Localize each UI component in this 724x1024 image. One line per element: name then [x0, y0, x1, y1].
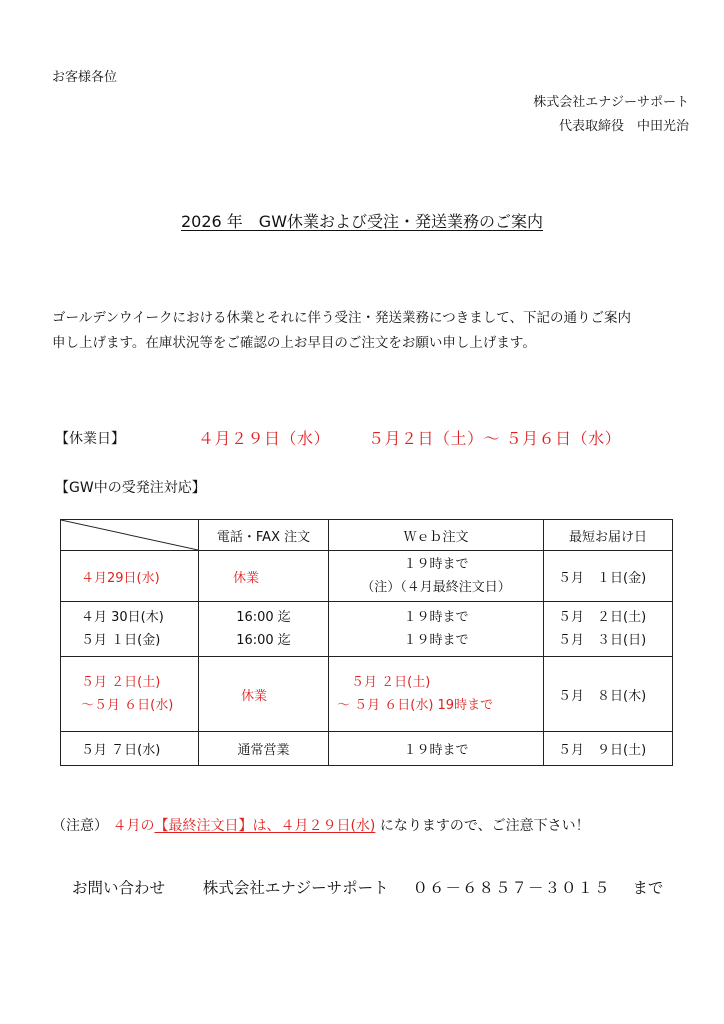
row4-phone: 通常営業: [199, 732, 329, 766]
row4-date: ５月 ７日(水): [61, 732, 199, 766]
row1-phone: 休業: [199, 551, 329, 602]
notice-prefix: （注意）: [52, 818, 108, 834]
holiday-label: 【休業日】: [55, 431, 125, 447]
representative: 代表取締役 中田光治: [558, 119, 689, 134]
contact-phone: ０６－６８５７－３０１５: [412, 879, 611, 897]
contact-company: 株式会社エナジーサポート: [202, 879, 389, 897]
contact-label: お問い合わせ: [72, 879, 166, 897]
row2-web-line2: １９時まで: [403, 633, 469, 648]
row3-phone: 休業: [199, 657, 329, 732]
row2-delivery: [544, 602, 673, 657]
row2-date-line1: ４月 30日(木): [81, 610, 164, 625]
company-name: 株式会社エナジーサポート: [533, 95, 689, 110]
row2-web: [329, 602, 544, 657]
gw-schedule-table: [60, 519, 673, 766]
row1-web-line2: （注）（４月最終注文日）: [361, 580, 511, 595]
contact-line: [72, 876, 663, 898]
row3-date: [61, 657, 199, 732]
row1-delivery: ５月 １日(金): [544, 551, 673, 602]
row1-date: ４月29日(水): [61, 551, 199, 602]
holiday-date-2: ５月２日（土）～ ５月６日（水）: [368, 429, 622, 448]
header-phone-fax: 電話・FAX 注文: [199, 520, 329, 551]
salutation: お客様各位: [52, 70, 118, 85]
row1-web: [329, 551, 544, 602]
notice-red-part1: ４月の: [112, 818, 155, 834]
table-row: [61, 602, 673, 657]
row2-date-line2: ５月 １日(金): [81, 633, 161, 648]
row3-web-line1: ５月 ２日(土): [351, 675, 431, 690]
contact-suffix: まで: [632, 879, 664, 897]
row2-phone-line1: 16:00 迄: [236, 610, 291, 625]
intro-line-1: ゴールデンウイークにおける休業とそれに伴う受注・発送業務につきまして、下記の通りご案内: [52, 310, 632, 326]
table-row: [61, 551, 673, 602]
page-title: 2026 年 GW休業および受注・発送業務のご案内: [180, 212, 544, 231]
intro-paragraph: [52, 306, 692, 356]
row2-delivery-line2: ５月 ３日(日): [558, 633, 647, 648]
row2-web-line1: １９時まで: [403, 610, 469, 625]
row3-web-line2: ～ ５月 ６日(水) 19時まで: [337, 698, 494, 713]
row1-web-line1: １９時まで: [403, 557, 469, 572]
row2-phone: [199, 602, 329, 657]
row3-delivery: ５月 ８日(木): [544, 657, 673, 732]
row4-delivery: ５月 ９日(土): [544, 732, 673, 766]
diagonal-header-cell: [61, 520, 199, 551]
row2-date: [61, 602, 199, 657]
notice-suffix: になりますので、ご注意下さい！: [379, 818, 590, 834]
notice-last-order-date: 【最終注文日】は、４月２９日(水): [154, 818, 376, 834]
intro-line-2: 申し上げます。在庫状況等をご確認の上お早目のご注文をお願い申し上げます。: [52, 335, 536, 351]
table-heading: 【GW中の受発注対応】: [55, 480, 206, 496]
notice: [52, 815, 590, 835]
table-row: [61, 732, 673, 766]
table-row: [61, 657, 673, 732]
row2-phone-line2: 16:00 迄: [236, 633, 291, 648]
row2-delivery-line1: ５月 ２日(土): [558, 610, 647, 625]
row4-web: １９時まで: [329, 732, 544, 766]
row3-date-line2: ～５月 ６日(水): [81, 698, 174, 713]
row3-web: [329, 657, 544, 732]
holiday-date-1: ４月２９日（水）: [198, 429, 331, 448]
row3-date-line1: ５月 ２日(土): [81, 675, 161, 690]
header-web: Ｗｅｂ注文: [329, 520, 544, 551]
diagonal-line: [61, 520, 198, 550]
table-header-row: [61, 520, 673, 551]
header-delivery: 最短お届け日: [544, 520, 673, 551]
